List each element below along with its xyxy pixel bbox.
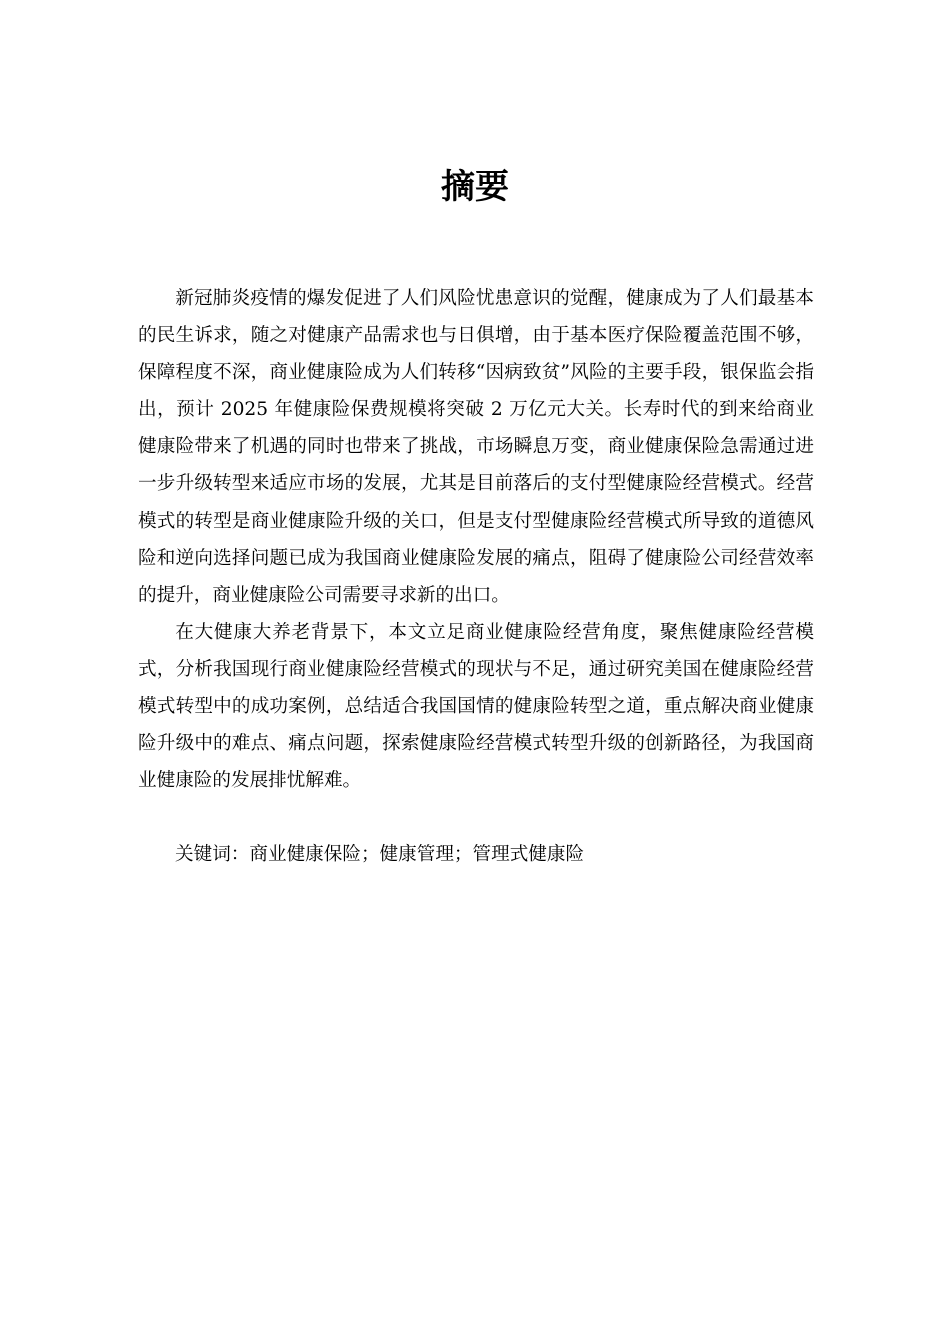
abstract-paragraph-2: 在大健康大养老背景下，本文立足商业健康险经营角度，聚焦健康险经营模式，分析我国现行商业健康险经营模式的现状与不足，通过研究美国在健康险经营模式转型中的成功案例，总结适合我国国情的健康险转型之道，重点解决商业健康险升级中的难点、痛点问题，探索健康险经营模式转型升级的创新路径，为我国商业健康险的发展排忧解难。 — [138, 621, 814, 792]
abstract-body — [138, 280, 814, 799]
abstract-paragraph-1: 新冠肺炎疫情的爆发促进了人们风险忧患意识的觉醒，健康成为了人们最基本的民生诉求，随之对健康产品需求也与日俱增，由于基本医疗保险覆盖范围不够，保障程度不深，商业健康险成为人们转移“因病致贫”风险的主要手段，银保监会指出，预计 2025 年健康险保费规模将突破 2 万亿元大关。长寿时代的到来给商业健康险带来了机遇的同时也带来了挑战，市场瞬息万变，商业健康保险急需通过进一步升级转型来适应市场的发展，尤其是目前落后的支付型健康险经营模式。经营模式的转型是商业健康险升级的关口，但是支付型健康险经营模式所导致的道德风险和逆向选择问题已成为我国商业健康险发展的痛点，阻碍了健康险公司经营效率的提升，商业健康险公司需要寻求新的出口。 — [138, 288, 814, 606]
keywords-line: 关键词：商业健康保险；健康管理；管理式健康险 — [175, 844, 585, 865]
page-title: 摘要 — [441, 167, 509, 207]
